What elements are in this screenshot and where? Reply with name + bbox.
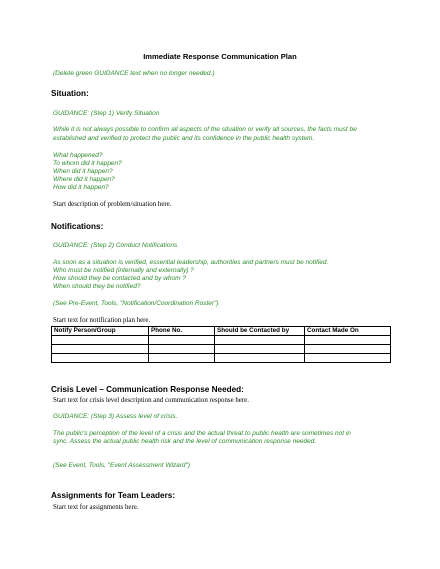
notifications-line: When should they be notified? <box>53 283 141 290</box>
table-row <box>52 354 391 363</box>
column-header-phone-no: Phone No. <box>149 327 215 336</box>
table-cell[interactable] <box>305 336 391 345</box>
table-header-row <box>52 327 391 336</box>
notifications-line: As soon as a situation is verified, essential leadership, authorities and partners must be notified. <box>53 259 329 266</box>
notifications-guidance: GUIDANCE: (Step 2) Conduct Notifications <box>53 242 178 249</box>
table-cell[interactable] <box>52 345 149 354</box>
table-cell[interactable] <box>305 354 391 363</box>
document-title: Immediate Response Communication Plan <box>143 52 297 61</box>
assignments-start-text: Start text for assignments here. <box>53 504 139 511</box>
table-cell[interactable] <box>215 354 305 363</box>
table-cell[interactable] <box>149 354 215 363</box>
notifications-line: How should they be contacted and by whom ? <box>53 275 186 282</box>
situation-question: To whom did it happen? <box>53 160 122 167</box>
table-cell[interactable] <box>149 336 215 345</box>
crisis-see-also: (See Event, Tools, "Event Assessment Wizard") <box>53 462 191 469</box>
assignments-heading: Assignments for Team Leaders: <box>51 491 176 500</box>
crisis-line: sync. Assess the actual public health risk and the level of communication response needed. <box>53 438 317 445</box>
table-row <box>52 345 391 354</box>
situation-question: Where did it happen? <box>53 176 115 183</box>
situation-heading: Situation: <box>51 89 89 98</box>
crisis-start-text: Start text for crisis level description and communication response here. <box>53 397 249 404</box>
situation-paragraph-line: While it is not always possible to confirm all aspects of the situation or verify all sources, the facts must be <box>53 126 357 133</box>
table-cell[interactable] <box>149 345 215 354</box>
notifications-see-also: (See Pre-Event, Tools, "Notification/Coordination Roster") <box>53 300 219 307</box>
situation-paragraph-line: established and verified to protect the public and its confidence in the public health system. <box>53 135 315 142</box>
situation-question: What happened? <box>53 152 103 159</box>
situation-guidance: GUIDANCE: (Step 1) Verify Situation <box>53 110 160 117</box>
situation-question: How did it happen? <box>53 184 109 191</box>
crisis-line: The public's perception of the level of a crisis and the actual threat to public health are sometimes not in <box>53 430 351 437</box>
table-cell[interactable] <box>215 336 305 345</box>
intro-guidance: (Delete green GUIDANCE text when no longer needed.) <box>53 70 215 77</box>
crisis-guidance: GUIDANCE: (Step 3) Assess level of crisis. <box>53 413 178 420</box>
table-cell[interactable] <box>52 336 149 345</box>
column-header-should-be-contacted-by: Should be Contacted by <box>215 327 305 336</box>
notifications-start-text: Start text for notification plan here. <box>53 317 151 324</box>
table-cell[interactable] <box>52 354 149 363</box>
notification-table <box>51 326 391 363</box>
table-cell[interactable] <box>215 345 305 354</box>
situation-start-text: Start description of problem/situation here. <box>53 201 172 208</box>
table-row <box>52 336 391 345</box>
situation-question: When did it happen? <box>53 168 113 175</box>
table-cell[interactable] <box>305 345 391 354</box>
column-header-contact-made-on: Contact Made On <box>305 327 391 336</box>
notifications-heading: Notifications: <box>51 222 104 231</box>
notifications-line: Who must be notified (internally and externally) ? <box>53 267 194 274</box>
crisis-heading: Crisis Level – Communication Response Needed: <box>51 385 244 394</box>
column-header-notify-person-group: Notify Person/Group <box>52 327 149 336</box>
